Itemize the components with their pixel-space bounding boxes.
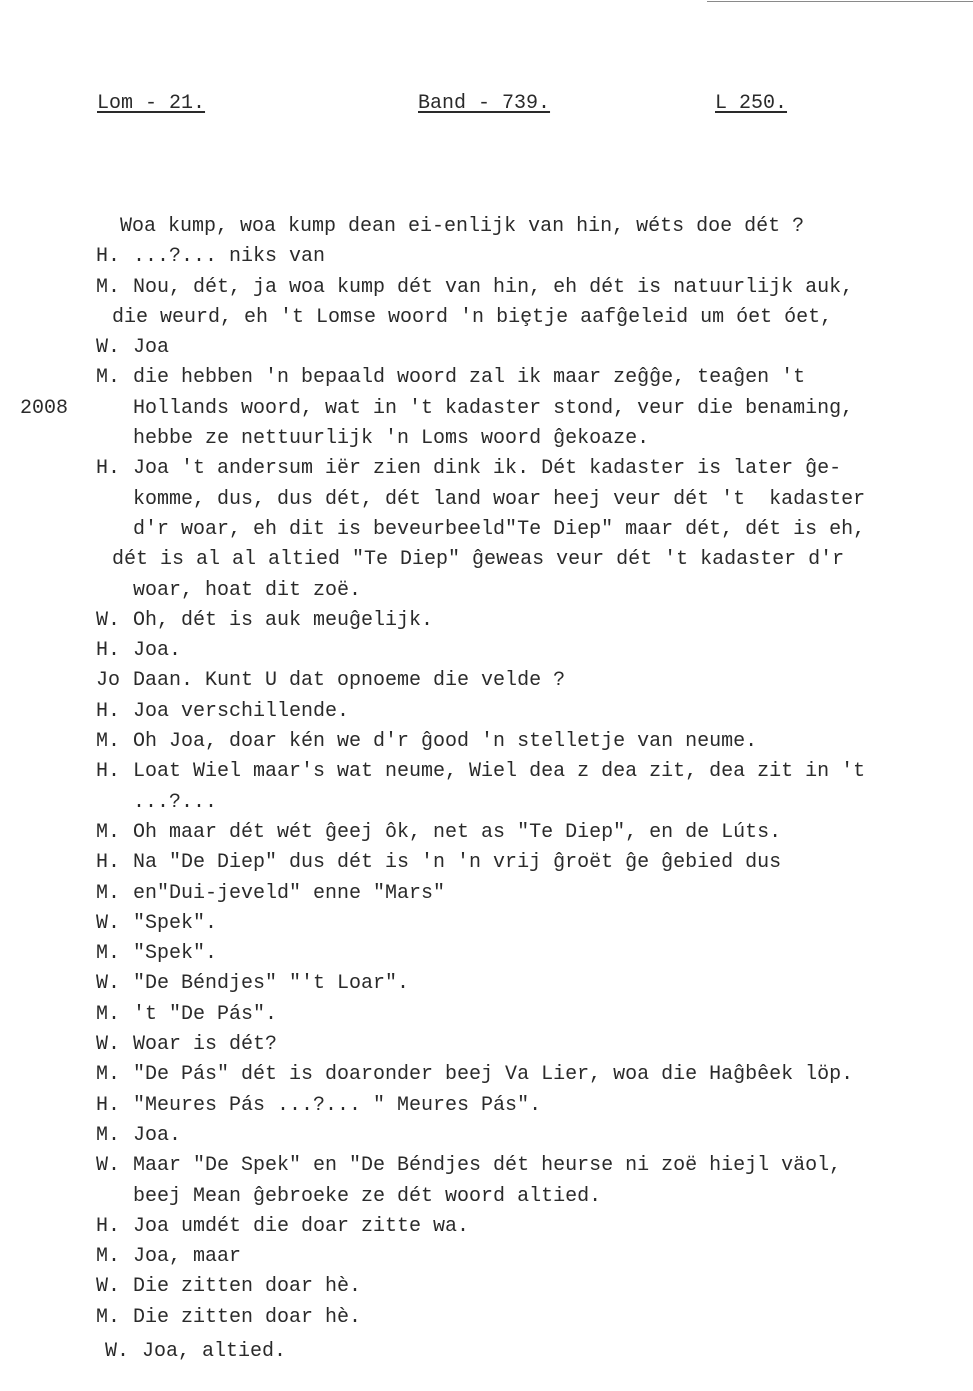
transcript-line bbox=[0, 1091, 973, 1121]
transcript-line bbox=[0, 969, 973, 999]
utterance-text: Oh, dét is auk meuĝelijk. bbox=[133, 608, 434, 632]
utterance-text: Joa umdét die doar zitte wa. bbox=[133, 1214, 470, 1238]
utterance-text: Woa kump, woa kump dean ei-enlijk van hin, wéts doe dét ? bbox=[120, 215, 805, 238]
transcript-line bbox=[0, 879, 973, 909]
speaker-label: H. bbox=[96, 1093, 121, 1117]
transcript-line bbox=[0, 545, 973, 575]
transcript-line bbox=[0, 1182, 973, 1212]
transcript-line bbox=[0, 636, 973, 666]
speaker-label: M. bbox=[96, 1002, 121, 1026]
utterance-text: "De Béndjes" "'t Loar". bbox=[133, 972, 410, 996]
utterance-text: Nou, dét, ja woa kump dét van hin, eh dét is natuurlijk auk, bbox=[133, 275, 854, 299]
transcript-line bbox=[0, 1060, 973, 1090]
utterance-text: beej Mean ĝebroeke ze dét woord altied. bbox=[133, 1184, 602, 1208]
header-tape-number: Band - 739. bbox=[418, 92, 551, 115]
transcript-line bbox=[0, 1303, 973, 1333]
utterance-text: Daan. Kunt U dat opnoeme die velde ? bbox=[133, 669, 566, 693]
speaker-label: M. bbox=[96, 1305, 121, 1329]
speaker-label: W. bbox=[96, 608, 121, 632]
utterance-text: woar, hoat dit zoë. bbox=[133, 578, 362, 602]
transcript-line bbox=[0, 818, 973, 848]
speaker-label: W. bbox=[96, 1275, 121, 1299]
utterance-text: "Spek". bbox=[133, 911, 218, 935]
header-page-number: L 250. bbox=[715, 92, 788, 115]
utterance-text: Die zitten doar hè. bbox=[133, 1275, 362, 1299]
utterance-text: d'r woar, eh dit is beveurbeeld"Te Diep" maar dét, dét is eh, bbox=[133, 517, 866, 541]
transcript-line bbox=[0, 1151, 973, 1181]
transcript-line bbox=[0, 424, 973, 454]
speaker-label: H. bbox=[96, 851, 121, 875]
transcript-line bbox=[0, 909, 973, 939]
transcript-line bbox=[0, 333, 973, 363]
transcript-line bbox=[0, 727, 973, 757]
utterance-text: Loat Wiel maar's wat neume, Wiel dea z dea zit, dea zit in 't bbox=[133, 760, 866, 784]
speaker-label: H. bbox=[96, 699, 121, 723]
utterance-text: Joa, altied. bbox=[142, 1339, 287, 1363]
transcript-line bbox=[0, 848, 973, 878]
transcript-line bbox=[0, 939, 973, 969]
utterance-text: komme, dus, dus dét, dét land woar heej veur dét 't kadaster bbox=[133, 487, 866, 511]
transcript-line bbox=[0, 576, 973, 606]
speaker-label: H. bbox=[96, 457, 121, 481]
transcript-line bbox=[0, 363, 973, 393]
utterance-text: en"Dui-jeveld" enne "Mars" bbox=[133, 881, 446, 905]
transcript-line bbox=[0, 515, 973, 545]
speaker-label: W. bbox=[96, 1033, 121, 1057]
utterance-text: Na "De Diep" dus dét is 'n 'n vrij ĝroët ĝe ĝebied dus bbox=[133, 851, 782, 875]
transcript bbox=[0, 212, 973, 1367]
utterance-text: ...?... niks van bbox=[133, 245, 326, 269]
transcript-line bbox=[0, 454, 973, 484]
utterance-text: hebbe ze nettuurlijk 'n Loms woord ĝekoaze. bbox=[133, 427, 650, 451]
transcript-line bbox=[0, 1212, 973, 1242]
speaker-label: W. bbox=[105, 1339, 130, 1363]
utterance-text: Joa. bbox=[133, 1123, 182, 1147]
utterance-text: die weurd, eh 't Lomse woord 'n biȩtje aafĝeleid um óet óet, bbox=[112, 305, 833, 329]
transcript-line bbox=[0, 757, 973, 787]
transcript-line bbox=[0, 666, 973, 696]
speaker-label: W. bbox=[96, 1154, 121, 1178]
speaker-label: M. bbox=[96, 275, 121, 299]
utterance-text: Joa verschillende. bbox=[133, 699, 350, 723]
transcript-line bbox=[0, 273, 973, 303]
margin-counter-note: 2008 bbox=[20, 397, 69, 420]
speaker-label: M. bbox=[96, 820, 121, 844]
utterance-text: Die zitten doar hè. bbox=[133, 1305, 362, 1329]
utterance-text: ...?... bbox=[133, 790, 218, 814]
utterance-text: Oh maar dét wét ĝeej ôk, net as "Te Diep", en de Lúts. bbox=[133, 820, 782, 844]
utterance-text: Joa 't andersum iër zien dink ik. Dét kadaster is later ĝe- bbox=[133, 457, 842, 481]
scan-edge-line bbox=[707, 1, 973, 2]
utterance-text: Oh Joa, doar kén we d'r ĝood 'n stelletje van neume. bbox=[133, 730, 758, 754]
speaker-label: M. bbox=[96, 366, 121, 390]
utterance-text: Joa bbox=[133, 336, 170, 360]
transcript-line bbox=[0, 1030, 973, 1060]
transcript-line bbox=[0, 394, 973, 424]
speaker-label: M. bbox=[96, 1245, 121, 1269]
speaker-label: W. bbox=[96, 336, 121, 360]
transcript-line bbox=[0, 1242, 973, 1272]
utterance-text: dét is al al altied "Te Diep" ĝeweas veur dét 't kadaster d'r bbox=[112, 548, 845, 572]
speaker-label: M. bbox=[96, 1123, 121, 1147]
transcript-line bbox=[0, 1272, 973, 1302]
transcript-line bbox=[0, 485, 973, 515]
utterance-text: die hebben 'n bepaald woord zal ik maar zeĝĝe, teaĝen 't bbox=[133, 366, 806, 390]
transcript-line bbox=[0, 303, 973, 333]
utterance-text: Joa, maar bbox=[133, 1245, 242, 1269]
speaker-label: M. bbox=[96, 1063, 121, 1087]
transcript-line bbox=[0, 1121, 973, 1151]
utterance-text: Hollands woord, wat in 't kadaster stond, veur die benaming, bbox=[133, 396, 854, 420]
transcript-line bbox=[0, 1000, 973, 1030]
transcript-line bbox=[0, 697, 973, 727]
utterance-text: "Spek". bbox=[133, 942, 218, 966]
speaker-label: H. bbox=[96, 245, 121, 269]
utterance-text: 't "De Pás". bbox=[133, 1002, 278, 1026]
transcript-line bbox=[0, 1337, 973, 1367]
transcript-line bbox=[0, 606, 973, 636]
transcript-line bbox=[0, 788, 973, 818]
speaker-label: M. bbox=[96, 881, 121, 905]
speaker-label: W. bbox=[96, 972, 121, 996]
speaker-label: H. bbox=[96, 760, 121, 784]
speaker-label: H. bbox=[96, 1214, 121, 1238]
speaker-label: Jo bbox=[96, 669, 121, 693]
utterance-text: "De Pás" dét is doaronder beej Va Lier, woa die Haĝbêek löp. bbox=[133, 1063, 854, 1087]
utterance-text: Woar is dét? bbox=[133, 1033, 278, 1057]
transcript-line bbox=[0, 242, 973, 272]
speaker-label: M. bbox=[96, 730, 121, 754]
speaker-label: W. bbox=[96, 911, 121, 935]
utterance-text: Maar "De Spek" en "De Béndjes dét heurse ni zoë hiejl väol, bbox=[133, 1154, 842, 1178]
transcript-line bbox=[0, 212, 973, 242]
speaker-label: H. bbox=[96, 639, 121, 663]
utterance-text: Joa. bbox=[133, 639, 182, 663]
utterance-text: "Meures Pás ...?... " Meures Pás". bbox=[133, 1093, 542, 1117]
header-location: Lom - 21. bbox=[97, 92, 206, 115]
speaker-label: M. bbox=[96, 942, 121, 966]
